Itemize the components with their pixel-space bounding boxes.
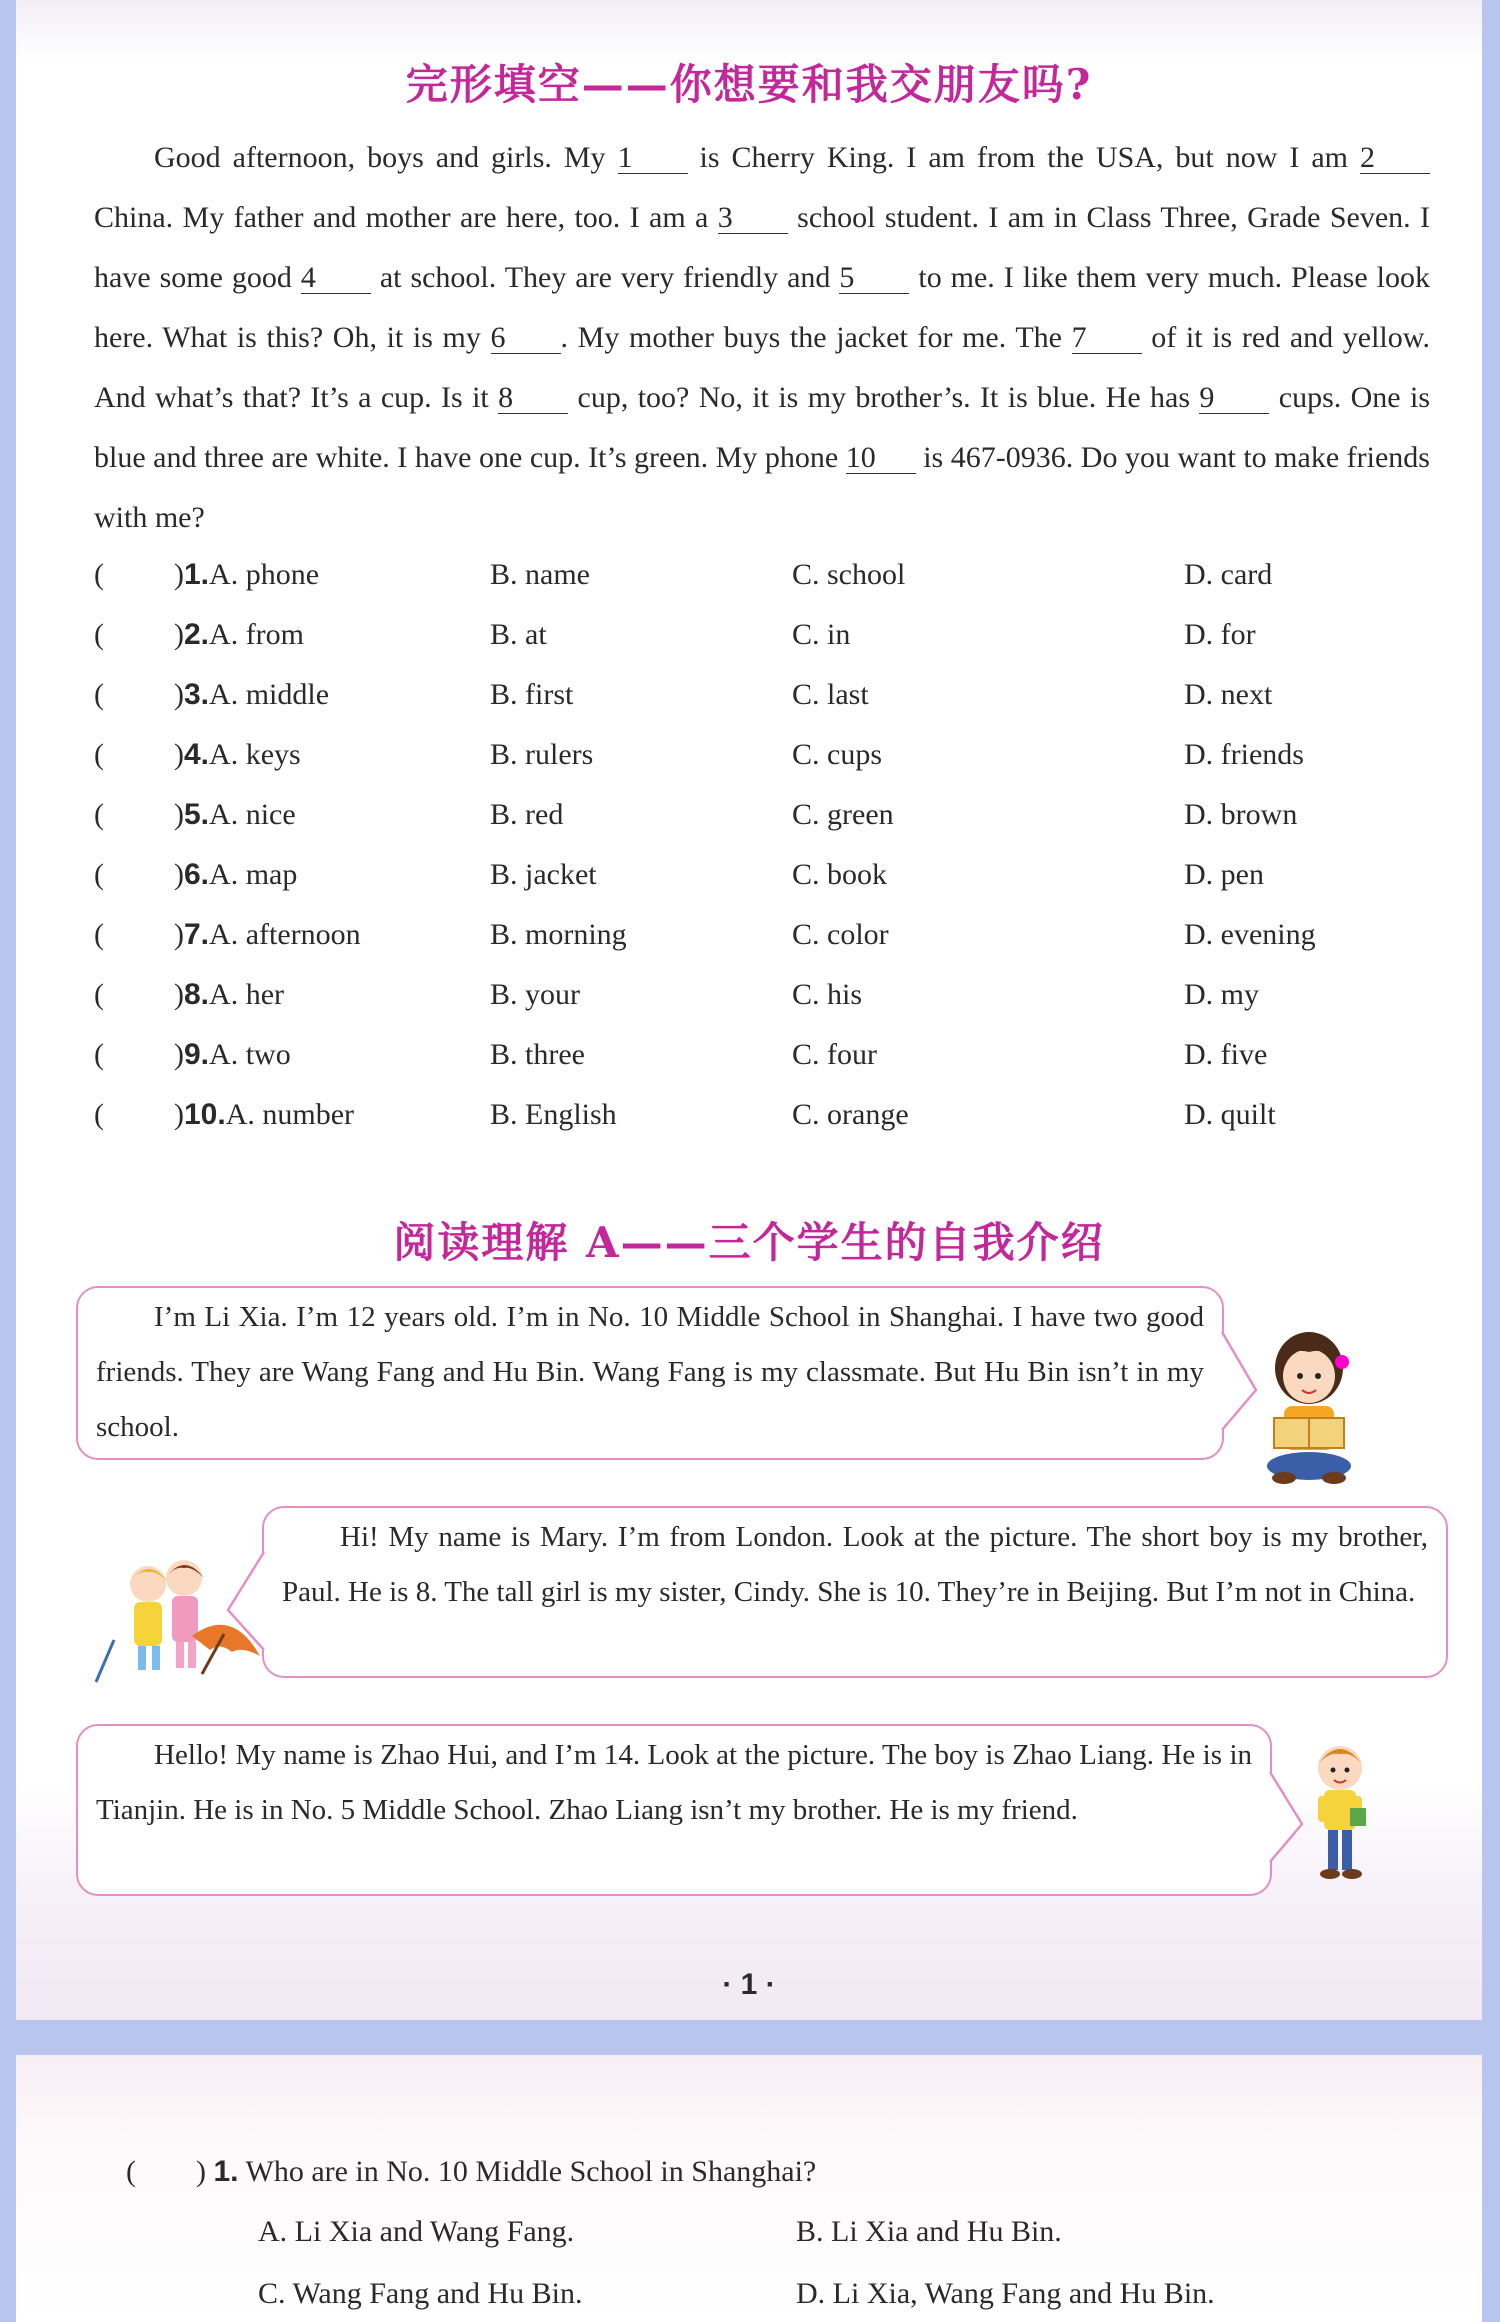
answer-paren-close: ): [174, 918, 184, 951]
question-number: 5.: [184, 798, 210, 831]
speech-bubble-li-xia: [76, 1286, 1224, 1460]
question-text: Who are in No. 10 Middle School in Shanghai?: [245, 2155, 817, 2188]
speech-bubble-zhao-hui: [76, 1724, 1272, 1896]
answer-paren-open[interactable]: (: [94, 978, 104, 1011]
option-c: C. orange: [792, 1098, 909, 1131]
question-number: 6.: [184, 858, 210, 891]
choice-row: [94, 1098, 1430, 1158]
option-b: B. first: [490, 678, 574, 711]
bubble-text: Hello! My name is Zhao Hui, and I’m 14. Look at the picture. The boy is Zhao Liang. He is in Tianjin. He is in No. 5 Middle School. Zhao Liang isn’t my brother. He is my friend.: [96, 1739, 1252, 1826]
blank-6: 6: [491, 323, 561, 354]
option-c: C. his: [792, 978, 863, 1011]
choice-row: [94, 858, 1430, 918]
option-b: B. three: [490, 1038, 585, 1071]
bubble-text: Hi! My name is Mary. I’m from London. Look at the picture. The short boy is my brother, Paul. He is 8. The tall girl is my sister, Cindy. She is 10. They’re in Beijing. But I’m not in China.: [282, 1521, 1428, 1608]
option-d: D. next: [1184, 678, 1273, 711]
girl-reading-illustration: [1254, 1318, 1364, 1488]
option-a: A. Li Xia and Wang Fang.: [258, 2215, 575, 2248]
question-number: 9.: [184, 1038, 210, 1071]
blank-3: 3: [718, 203, 788, 234]
option-b: B. your: [490, 978, 580, 1011]
cloze-section-title: 完形填空——你想要和我交朋友吗?: [405, 60, 1093, 109]
option-a: A. from: [209, 618, 305, 651]
question-number: 7.: [184, 918, 210, 951]
question-number: 1.: [213, 2155, 239, 2188]
question-number: 2.: [184, 618, 210, 651]
answer-paren-close: ): [196, 2155, 206, 2188]
blank-2: 2: [1360, 143, 1430, 174]
option-b: B. red: [490, 798, 564, 831]
choice-row: [94, 798, 1430, 858]
option-b: B. name: [490, 558, 590, 591]
option-d: D. for: [1184, 618, 1256, 651]
blank-5: 5: [839, 263, 909, 294]
option-d: D. my: [1184, 978, 1259, 1011]
answer-paren-close: ): [174, 858, 184, 891]
option-c: C. cups: [792, 738, 882, 771]
option-a: A. phone: [209, 558, 320, 591]
option-b: B. morning: [490, 918, 627, 951]
answer-paren-open[interactable]: (: [94, 618, 104, 651]
option-d: D. brown: [1184, 798, 1298, 831]
answer-paren-open[interactable]: (: [94, 918, 104, 951]
option-b: B. English: [490, 1098, 617, 1131]
blank-8: 8: [498, 383, 568, 414]
choice-row: [94, 1038, 1430, 1098]
question-number: 3.: [184, 678, 210, 711]
option-a: A. middle: [209, 678, 330, 711]
choice-row: [94, 738, 1430, 798]
answer-paren-open[interactable]: (: [94, 858, 104, 891]
boy-illustration: [1300, 1740, 1380, 1890]
reading-section-title: 阅读理解 A——三个学生的自我介绍: [393, 1218, 1105, 1267]
option-d: D. friends: [1184, 738, 1304, 771]
option-d: D. card: [1184, 558, 1273, 591]
option-b: B. rulers: [490, 738, 594, 771]
question-number: 4.: [184, 738, 210, 771]
question-number: 1.: [184, 558, 210, 591]
answer-paren-open[interactable]: (: [94, 1038, 104, 1071]
answer-paren-close: ): [174, 618, 184, 651]
choice-row: [94, 978, 1430, 1038]
answer-paren-close: ): [174, 1098, 184, 1131]
option-c: C. four: [792, 1038, 877, 1071]
blank-1: 1: [618, 143, 688, 174]
worksheet-page-2: [16, 2055, 1482, 2322]
choice-row: [94, 678, 1430, 738]
answer-paren-open[interactable]: (: [94, 678, 104, 711]
answer-paren-open[interactable]: (: [94, 1098, 104, 1131]
option-d: D. pen: [1184, 858, 1264, 891]
kids-umbrella-illustration: [92, 1556, 262, 1686]
answer-paren-close: ): [174, 978, 184, 1011]
choice-row: [94, 558, 1430, 618]
speech-bubble-mary: [262, 1506, 1448, 1678]
choice-row: [94, 618, 1430, 678]
answer-paren-open[interactable]: (: [94, 738, 104, 771]
worksheet-page-1: [16, 0, 1482, 2020]
answer-paren-open[interactable]: (: [94, 798, 104, 831]
answer-paren-close: ): [174, 558, 184, 591]
option-c: C. Wang Fang and Hu Bin.: [258, 2277, 583, 2310]
option-a: A. her: [209, 978, 285, 1011]
reading-question-1: [126, 2155, 816, 2189]
option-c: C. in: [792, 618, 851, 651]
answer-paren-open[interactable]: (: [126, 2155, 136, 2188]
blank-7: 7: [1072, 323, 1142, 354]
blank-4: 4: [301, 263, 371, 294]
choice-row: [94, 918, 1430, 978]
cloze-passage: Good afternoon, boys and girls. My 1 is Cherry King. I am from the USA, but now I am 2 China. My father and mother are here, too. I am a 3 school student. I am in Class Three, Grade Seven. I have some good 4 at school. They are very friendly and 5 to me. I like them very much. Please look here. What is this? Oh, it is my 6 . My mother buys the jacket for me. The 7 of it is red and yellow. And what’s that? It’s a cup. Is it 8 cup, too? No, it is my brother’s. It is blue. He has 9 cups. One is blue and three are white. I have one cup. It’s green. My phone 10 is 467-0936. Do you want to make friends with me?: [94, 141, 1431, 534]
option-a: A. number: [225, 1098, 355, 1131]
option-d: D. evening: [1184, 918, 1316, 951]
option-a: A. map: [209, 858, 298, 891]
answer-paren-close: ): [174, 738, 184, 771]
bubble-text: I’m Li Xia. I’m 12 years old. I’m in No. 10 Middle School in Shanghai. I have two good friends. They are Wang Fang and Hu Bin. Wang Fang is my classmate. But Hu Bin isn’t in my school.: [96, 1301, 1204, 1443]
option-c: C. color: [792, 918, 889, 951]
answer-paren-close: ): [174, 798, 184, 831]
answer-paren-open[interactable]: (: [94, 558, 104, 591]
option-c: C. green: [792, 798, 894, 831]
option-d: D. five: [1184, 1038, 1268, 1071]
blank-9: 9: [1199, 383, 1269, 414]
option-a: A. two: [209, 1038, 291, 1071]
option-c: C. last: [792, 678, 869, 711]
question-number: 10.: [184, 1098, 226, 1131]
option-c: C. school: [792, 558, 906, 591]
answer-paren-close: ): [174, 678, 184, 711]
question-number: 8.: [184, 978, 210, 1011]
blank-10: 10: [846, 443, 916, 474]
page-number: · 1 ·: [722, 1968, 776, 2001]
option-d: D. Li Xia, Wang Fang and Hu Bin.: [796, 2277, 1215, 2310]
option-a: A. keys: [209, 738, 301, 771]
option-b: B. Li Xia and Hu Bin.: [796, 2215, 1062, 2248]
option-b: B. jacket: [490, 858, 597, 891]
option-a: A. afternoon: [209, 918, 361, 951]
option-a: A. nice: [209, 798, 296, 831]
option-c: C. book: [792, 858, 888, 891]
answer-paren-close: ): [174, 1038, 184, 1071]
option-b: B. at: [490, 618, 547, 651]
option-d: D. quilt: [1184, 1098, 1276, 1131]
